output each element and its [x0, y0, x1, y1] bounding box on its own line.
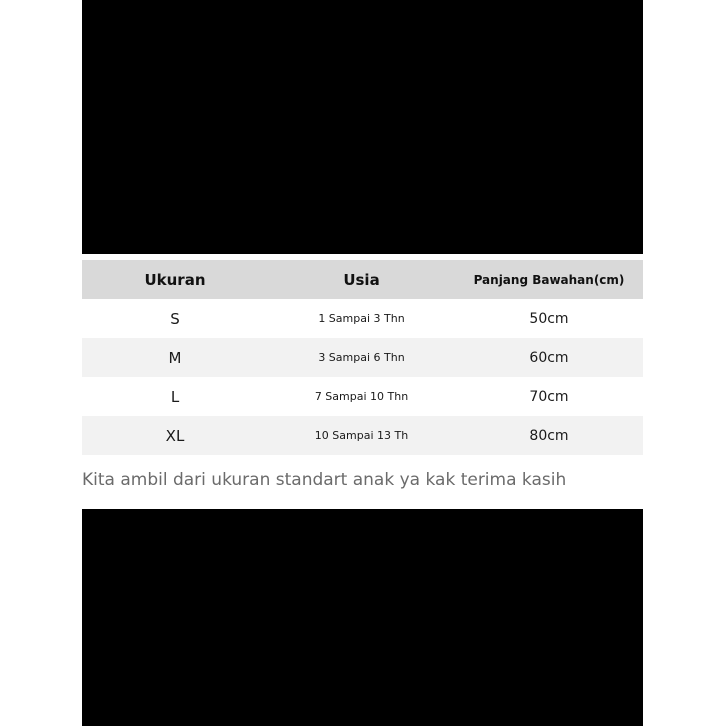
size-note: Kita ambil dari ukuran standart anak ya kak terima kasih — [82, 470, 567, 490]
cell-size: XL — [82, 416, 268, 455]
cell-length: 70cm — [455, 377, 643, 416]
table-header-row — [82, 260, 643, 299]
cell-length: 50cm — [455, 299, 643, 338]
cell-age: 7 Sampai 10 Thn — [268, 377, 455, 416]
header-size: Ukuran — [82, 260, 268, 299]
header-length: Panjang Bawahan(cm) — [455, 260, 643, 299]
cell-size: L — [82, 377, 268, 416]
cell-size: M — [82, 338, 268, 377]
cell-age: 3 Sampai 6 Thn — [268, 338, 455, 377]
table-row — [82, 338, 643, 377]
table-row — [82, 299, 643, 338]
table-row — [82, 416, 643, 455]
cell-length: 80cm — [455, 416, 643, 455]
size-chart-table — [82, 260, 643, 455]
header-age: Usia — [268, 260, 455, 299]
cell-size: S — [82, 299, 268, 338]
cell-age: 1 Sampai 3 Thn — [268, 299, 455, 338]
cell-length: 60cm — [455, 338, 643, 377]
cell-age: 10 Sampai 13 Th — [268, 416, 455, 455]
table-row — [82, 377, 643, 416]
size-chart-panel — [82, 254, 643, 509]
